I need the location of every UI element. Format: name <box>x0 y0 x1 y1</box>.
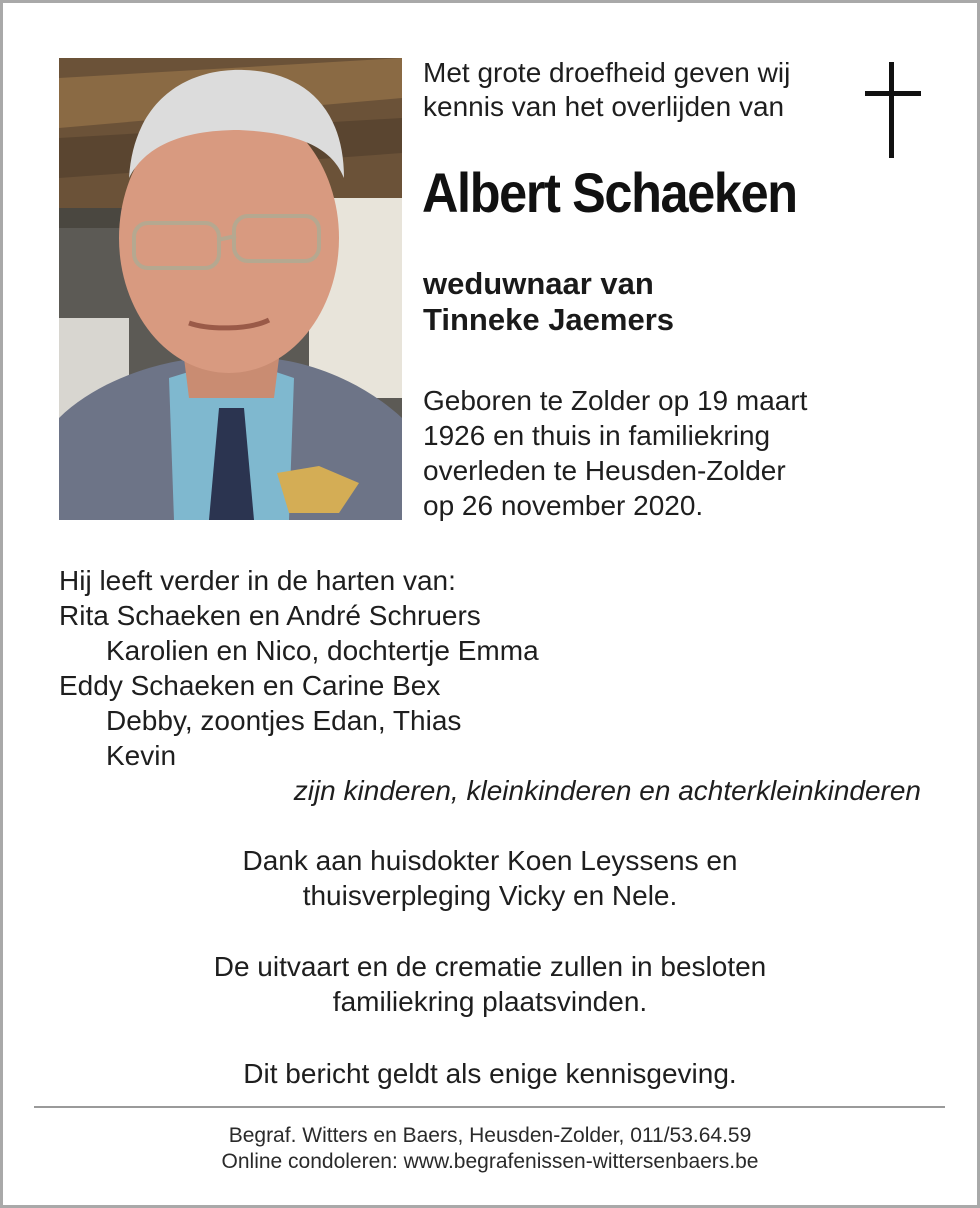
funeral-line: familiekring plaatsvinden. <box>332 986 648 1017</box>
funeral-line: De uitvaart en de crematie zullen in besloten <box>213 951 767 982</box>
intro-text <box>423 56 853 124</box>
family-section <box>59 563 929 808</box>
birth-death-line: Geboren te Zolder op 19 maart <box>423 385 808 416</box>
spouse-name: Tinneke Jaemers <box>423 302 675 337</box>
family-role: zijn kinderen, kleinkinderen en achterkleinkinderen <box>293 775 921 806</box>
widower-line: weduwnaar van <box>423 266 654 301</box>
condolence-line: Online condoleren: www.begrafenissen-wittersenbaers.be <box>221 1150 759 1173</box>
funeral-text <box>0 949 980 1019</box>
family-line: Rita Schaeken en André Schruers <box>59 600 481 631</box>
footer <box>0 1123 980 1175</box>
family-line: Karolien en Nico, dochtertje Emma <box>106 635 539 666</box>
widower-text <box>423 266 674 338</box>
divider <box>34 1106 945 1108</box>
funeral-home-line: Begraf. Witters en Baers, Heusden-Zolder, 011/53.64.59 <box>228 1124 752 1147</box>
thanks-text <box>0 843 980 913</box>
intro-line: kennis van het overlijden van <box>423 91 785 122</box>
family-line: Kevin <box>106 740 177 771</box>
birth-death-line: 1926 en thuis in familiekring <box>423 420 771 451</box>
thanks-line: thuisverpleging Vicky en Nele. <box>302 880 678 911</box>
family-heading: Hij leeft verder in de harten van: <box>59 565 456 596</box>
thanks-line: Dank aan huisdokter Koen Leyssens en <box>242 845 738 876</box>
family-line: Debby, zoontjes Edan, Thias <box>106 705 462 736</box>
portrait-photo <box>59 58 402 520</box>
birth-death-line: op 26 november 2020. <box>423 490 704 521</box>
intro-line: Met grote droefheid geven wij <box>423 57 791 88</box>
cross-icon <box>865 62 921 158</box>
family-line: Eddy Schaeken en Carine Bex <box>59 670 441 701</box>
deceased-name: Albert Schaeken <box>422 161 797 224</box>
birth-death-text <box>423 383 883 523</box>
notice-text: Dit bericht geldt als enige kennisgeving. <box>243 1058 737 1089</box>
portrait-illustration <box>59 58 402 520</box>
birth-death-line: overleden te Heusden-Zolder <box>423 455 786 486</box>
